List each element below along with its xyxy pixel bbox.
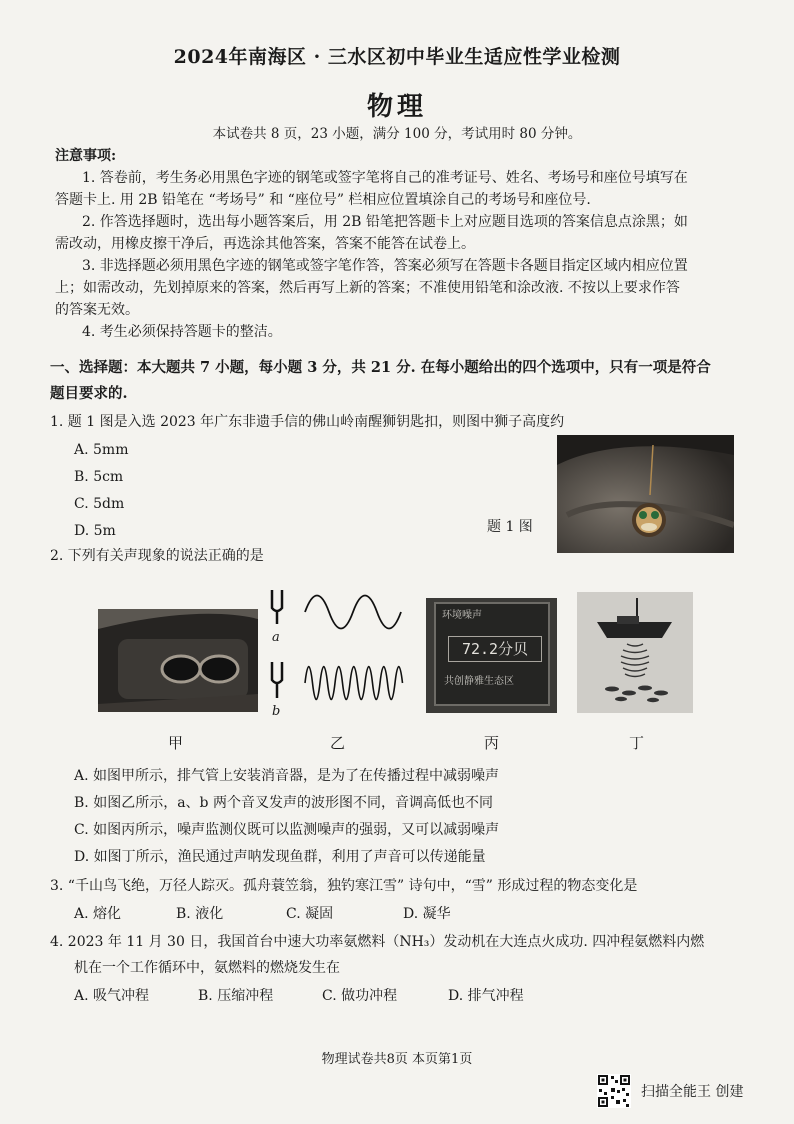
lion-keychain-photo xyxy=(557,435,734,553)
notice-line: 3. 非选择题必须用黑色字迹的钢笔或签字笔作答，答案必须写在答题卡各题目指定区域内相应位置 xyxy=(82,258,688,274)
fork-a-label: a xyxy=(272,630,280,645)
q1-option-c: C. 5dm xyxy=(74,496,125,512)
exam-title: 2024年南海区 · 三水区初中毕业生适应性学业检测 xyxy=(173,46,621,68)
notice-heading: 注意事项: xyxy=(55,148,117,164)
question-3-stem: 3. “千山鸟飞绝，万径人踪灭。孤舟蓑笠翁，独钓寒江雪” 诗句中，“雪” 形成过程的物态变化是 xyxy=(50,878,638,894)
figure-label-ding: 丁 xyxy=(629,734,645,752)
notice-line: 上；如需改动，先划掉原来的答案，然后再写上新的答案；不准使用铅笔和涂改液. 不按以上要求作答 xyxy=(55,280,680,296)
noise-reading: 72.2分贝 xyxy=(448,636,542,662)
tuning-fork-a-icon xyxy=(272,590,282,624)
subject-title: 物理 xyxy=(366,92,427,122)
question-4-stem-cont: 机在一个工作循环中，氨燃料的燃烧发生在 xyxy=(74,960,340,976)
q3-option-b: B. 液化 xyxy=(176,906,224,922)
sonar-fishing-illustration xyxy=(577,592,693,713)
q4-option-b: B. 压缩冲程 xyxy=(198,988,274,1004)
q3-option-c: C. 凝固 xyxy=(286,906,334,922)
scanner-watermark xyxy=(597,1074,743,1108)
section-heading: 一、选择题：本大题共 7 小题，每小题 3 分，共 21 分. 在每小题给出的四个选项中，只有一项是符合 xyxy=(50,359,711,376)
sign-slogan: 共创静雅生态区 xyxy=(444,676,514,687)
q4-option-c: C. 做功冲程 xyxy=(322,988,398,1004)
section-heading-cont: 题目要求的. xyxy=(50,385,128,402)
fork-b-label: b xyxy=(272,704,281,719)
tuning-fork-waveforms xyxy=(265,588,425,723)
q2-option-b: B. 如图乙所示，a、b 两个音叉发声的波形图不同，音调高低也不同 xyxy=(74,795,493,811)
notice-line: 答题卡上. 用 2B 铅笔在 “考场号” 和 “座位号” 栏相应位置填涂自己的考场号和座位号. xyxy=(55,192,591,208)
question-4-stem: 4. 2023 年 11 月 30 日，我国首台中速大功率氨燃料（NH₃）发动机在大连点火成功. 四冲程氨燃料内燃 xyxy=(50,934,705,950)
q3-option-d: D. 凝华 xyxy=(403,906,451,922)
sign-heading: 环境噪声 xyxy=(442,610,482,621)
notice-line: 2. 作答选择题时，选出每小题答案后，用 2B 铅笔把答题卡上对应题目选项的答案信息点涂黑；如 xyxy=(82,214,688,230)
figure-label-yi: 乙 xyxy=(330,734,346,752)
q4-option-d: D. 排气冲程 xyxy=(448,988,524,1004)
exhaust-muffler-photo xyxy=(98,609,258,712)
q1-figure-caption: 题 1 图 xyxy=(487,519,533,535)
question-2-stem: 2. 下列有关声现象的说法正确的是 xyxy=(50,548,264,564)
scanner-label: 扫描全能王 创建 xyxy=(641,1084,744,1100)
q1-option-d: D. 5m xyxy=(74,523,116,539)
tuning-fork-b-icon xyxy=(272,662,282,698)
qr-code-icon xyxy=(597,1074,631,1108)
notice-line: 的答案无效。 xyxy=(55,302,139,318)
figure-label-jia: 甲 xyxy=(168,734,184,752)
notice-line: 4. 考生必须保持答题卡的整洁。 xyxy=(82,324,282,340)
notice-line: 需改动，用橡皮擦干净后，再选涂其他答案，答案不能答在试卷上。 xyxy=(55,236,475,252)
question-1-stem: 1. 题 1 图是入选 2023 年广东非遗手信的佛山岭南醒狮钥匙扣，则图中狮子高度约 xyxy=(50,414,565,430)
notice-line: 1. 答卷前，考生务必用黑色字迹的钢笔或签字笔将自己的准考证号、姓名、考场号和座位号填写在 xyxy=(82,170,688,186)
q2-option-a: A. 如图甲所示，排气管上安装消音器，是为了在传播过程中减弱噪声 xyxy=(74,768,500,784)
figure-label-bing: 丙 xyxy=(484,734,500,752)
q1-option-b: B. 5cm xyxy=(74,469,124,485)
q3-option-a: A. 熔化 xyxy=(74,906,122,922)
exam-info: 本试卷共 8 页，23 小题，满分 100 分，考试用时 80 分钟。 xyxy=(212,126,582,142)
q2-option-d: D. 如图丁所示，渔民通过声呐发现鱼群，利用了声音可以传递能量 xyxy=(74,849,486,865)
q1-option-a: A. 5mm xyxy=(74,442,129,458)
q2-option-c: C. 如图丙所示，噪声监测仪既可以监测噪声的强弱，又可以减弱噪声 xyxy=(74,822,500,838)
q4-option-a: A. 吸气冲程 xyxy=(74,988,150,1004)
page-footer: 物理试卷共8页 本页第1页 xyxy=(321,1052,473,1067)
noise-monitor-photo xyxy=(426,598,557,713)
